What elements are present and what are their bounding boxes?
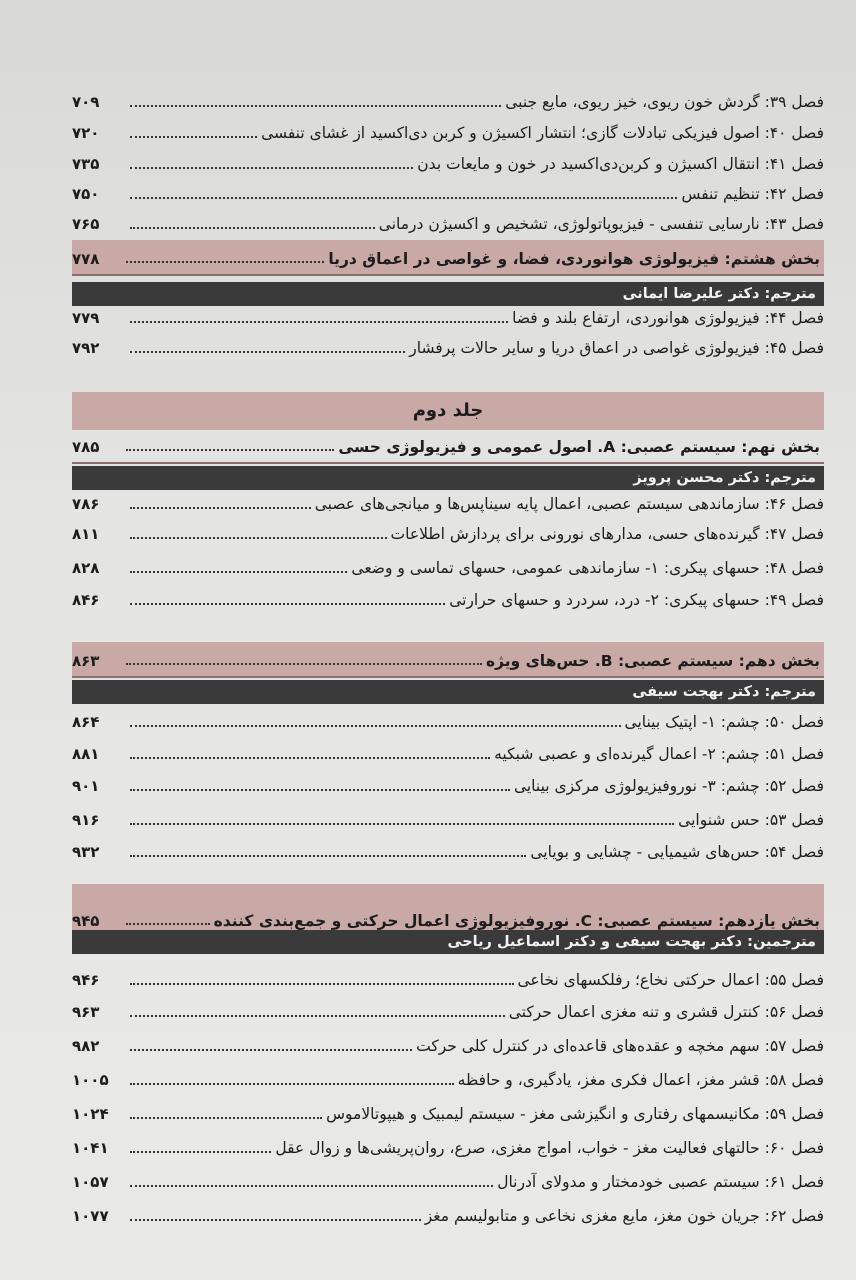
page-number: ۷۲۰ <box>72 124 100 142</box>
chapter-title: فصل ۴۳: نارسایی تنفسی - فیزیوپاتولوژی، تشخیص و اکسیژن درمانی <box>378 215 824 233</box>
leader-dots <box>130 823 674 825</box>
chapter-title: فصل ۴۴: فیزیولوژی هوانوردی، ارتفاع بلند و فضا <box>512 309 824 327</box>
toc-entry <box>72 738 824 764</box>
chapter-title: فصل ۵۸: قشر مغز، اعمال فکری مغز، یادگیری، و حافظه <box>457 1071 824 1089</box>
leader-dots <box>130 1049 412 1051</box>
toc-entry <box>72 584 824 610</box>
chapter-title: فصل ۵۳: حس شنوایی <box>678 811 824 829</box>
leader-dots <box>130 1015 505 1017</box>
part-title: بخش نهم: سیستم عصبی: A. اصول عمومی و فیزیولوژی حسی <box>338 438 820 456</box>
leader-dots <box>130 1151 271 1153</box>
toc-entry <box>72 770 824 796</box>
leader-dots <box>130 1219 421 1221</box>
chapter-title: فصل ۴۱: انتقال اکسیژن و کربن‌دی‌اکسید در خون و مایعات بدن <box>417 155 824 173</box>
leader-dots <box>130 136 257 138</box>
page-number: ۸۶۴ <box>72 713 100 731</box>
page-number: ۸۴۶ <box>72 591 100 609</box>
toc-entry <box>72 1098 824 1124</box>
leader-dots <box>130 351 405 353</box>
part-title: بخش دهم: سیستم عصبی: B. حس‌های ویژه <box>485 652 820 670</box>
page-number: ۱۰۰۵ <box>72 1071 109 1089</box>
page-number: ۹۸۲ <box>72 1037 100 1055</box>
chapter-title: فصل ۵۲: چشم: ۳- نوروفیزیولوژی مرکزی بینایی <box>513 777 824 795</box>
page-number: ۸۶۳ <box>72 652 100 670</box>
page-number: ۷۸۶ <box>72 495 100 513</box>
leader-dots <box>130 571 347 573</box>
leader-dots <box>130 167 413 169</box>
page-number: ۸۲۸ <box>72 559 100 577</box>
part-heading <box>72 642 824 678</box>
part-title: بخش هشتم: فیزیولوژی هوانوردی، فضا، و غواصی در اعماق دریا <box>328 250 820 268</box>
page-number: ۷۵۰ <box>72 185 100 203</box>
leader-dots <box>126 663 482 665</box>
page-number: ۹۴۶ <box>72 971 100 989</box>
translator-label: مترجم: دکتر محسن پرویز <box>72 466 824 490</box>
leader-dots <box>126 449 334 451</box>
leader-dots <box>130 197 677 199</box>
toc-entry <box>72 1166 824 1192</box>
toc-entry <box>72 804 824 830</box>
toc-entry <box>72 1132 824 1158</box>
chapter-title: فصل ۶۰: حالتهای فعالیت مغز - خواب، امواج مغزی، صرع، روان‌پریشی‌ها و زوال عقل <box>275 1139 824 1157</box>
leader-dots <box>130 507 311 509</box>
leader-dots <box>130 105 501 107</box>
translator-label: مترجم: دکتر علیرضا ایمانی <box>72 282 824 306</box>
chapter-title: فصل ۶۱: سیستم عصبی خودمختار و مدولای آدرنال <box>497 1173 824 1191</box>
page-number: ۱۰۲۴ <box>72 1105 109 1123</box>
toc-entry <box>72 488 824 514</box>
page-number: ۱۰۵۷ <box>72 1173 109 1191</box>
chapter-title: فصل ۵۰: چشم: ۱- اپتیک بینایی <box>624 713 824 731</box>
leader-dots <box>130 1185 493 1187</box>
page-number: ۷۳۵ <box>72 155 100 173</box>
toc-entry <box>72 86 824 112</box>
leader-dots <box>130 603 445 605</box>
leader-dots <box>130 725 621 727</box>
toc-entry <box>72 996 824 1022</box>
chapter-title: فصل ۳۹: گردش خون ریوی، خیز ریوی، مایع جنبی <box>505 93 824 111</box>
chapter-title: فصل ۵۱: چشم: ۲- اعمال گیرنده‌ای و عصبی شبکیه <box>494 745 824 763</box>
toc-entry <box>72 552 824 578</box>
toc-entry <box>72 964 824 990</box>
toc-entry <box>72 117 824 143</box>
page-number: ۷۶۵ <box>72 215 100 233</box>
part-heading <box>72 428 824 464</box>
toc-entry <box>72 706 824 732</box>
chapter-title: فصل ۴۹: حسهای پیکری: ۲- درد، سردرد و حسهای حرارتی <box>449 591 824 609</box>
chapter-title: فصل ۵۷: سهم مخچه و عقده‌های قاعده‌ای در کنترل کلی حرکت <box>416 1037 824 1055</box>
toc-entry <box>72 148 824 174</box>
page-number: ۸۸۱ <box>72 745 100 763</box>
leader-dots <box>130 227 375 229</box>
page-number: ۷۷۹ <box>72 309 100 327</box>
chapter-title: فصل ۵۴: حس‌های شیمیایی - چشایی و بویایی <box>530 843 824 861</box>
part-title: بخش یازدهم: سیستم عصبی: C. نوروفیزیولوژی اعمال حرکتی و جمع‌بندی کننده <box>213 912 820 930</box>
toc-entry <box>72 302 824 328</box>
leader-dots <box>130 789 510 791</box>
leader-dots <box>126 261 324 263</box>
page-number: ۹۶۳ <box>72 1003 100 1021</box>
toc-entry <box>72 1200 824 1226</box>
part-heading <box>72 240 824 276</box>
volume-heading: جلد دوم <box>72 392 824 430</box>
toc-entry <box>72 178 824 204</box>
page-number: ۹۰۱ <box>72 777 100 795</box>
page-number: ۹۱۶ <box>72 811 100 829</box>
page-number: ۷۰۹ <box>72 93 100 111</box>
toc-entry <box>72 208 824 234</box>
page-number: ۱۰۷۷ <box>72 1207 109 1225</box>
chapter-title: فصل ۴۸: حسهای پیکری: ۱- سازماندهی عمومی، حسهای تماسی و وضعی <box>351 559 824 577</box>
translator-label: مترجمین: دکتر بهجت سیفی و دکتر اسماعیل ریاحی <box>72 930 824 954</box>
chapter-title: فصل ۴۷: گیرنده‌های حسی، مدارهای نورونی برای پردازش اطلاعات <box>390 525 824 543</box>
toc-entry <box>72 332 824 358</box>
leader-dots <box>130 855 526 857</box>
chapter-title: فصل ۴۶: سازماندهی سیستم عصبی، اعمال پایه سیناپس‌ها و میانجی‌های عصبی <box>314 495 824 513</box>
leader-dots <box>130 1117 322 1119</box>
toc-entry <box>72 1030 824 1056</box>
leader-dots <box>130 757 490 759</box>
page-number: ۷۹۲ <box>72 339 100 357</box>
page-number: ۱۰۴۱ <box>72 1139 109 1157</box>
chapter-title: فصل ۶۲: جریان خون مغز، مایع مغزی نخاعی و متابولیسم مغز <box>424 1207 824 1225</box>
chapter-title: فصل ۴۰: اصول فیزیکی تبادلات گازی؛ انتشار اکسیژن و کربن دی‌اکسید از غشای تنفسی <box>261 124 824 142</box>
chapter-title: فصل ۵۵: اعمال حرکتی نخاع؛ رفلکسهای نخاعی <box>517 971 824 989</box>
toc-entry <box>72 518 824 544</box>
chapter-title: فصل ۴۵: فیزیولوژی غواصی در اعماق دریا و سایر حالات پرفشار <box>409 339 824 357</box>
leader-dots <box>130 1083 454 1085</box>
page-number: ۷۷۸ <box>72 250 100 268</box>
page-number: ۷۸۵ <box>72 438 100 456</box>
page-number: ۹۴۵ <box>72 912 100 930</box>
toc-entry <box>72 1064 824 1090</box>
page-number: ۸۱۱ <box>72 525 100 543</box>
leader-dots <box>130 537 387 539</box>
toc-entry <box>72 836 824 862</box>
leader-dots <box>130 321 508 323</box>
leader-dots <box>130 983 514 985</box>
chapter-title: فصل ۵۹: مکانیسمهای رفتاری و انگیزشی مغز - سیستم لیمبیک و هیپوتالاموس <box>326 1105 824 1123</box>
page-number: ۹۳۲ <box>72 843 100 861</box>
leader-dots <box>126 923 210 925</box>
chapter-title: فصل ۵۶: کنترل قشری و تنه مغزی اعمال حرکتی <box>508 1003 824 1021</box>
chapter-title: فصل ۴۲: تنظیم تنفس <box>681 185 824 203</box>
translator-label: مترجم: دکتر بهجت سیفی <box>72 680 824 704</box>
